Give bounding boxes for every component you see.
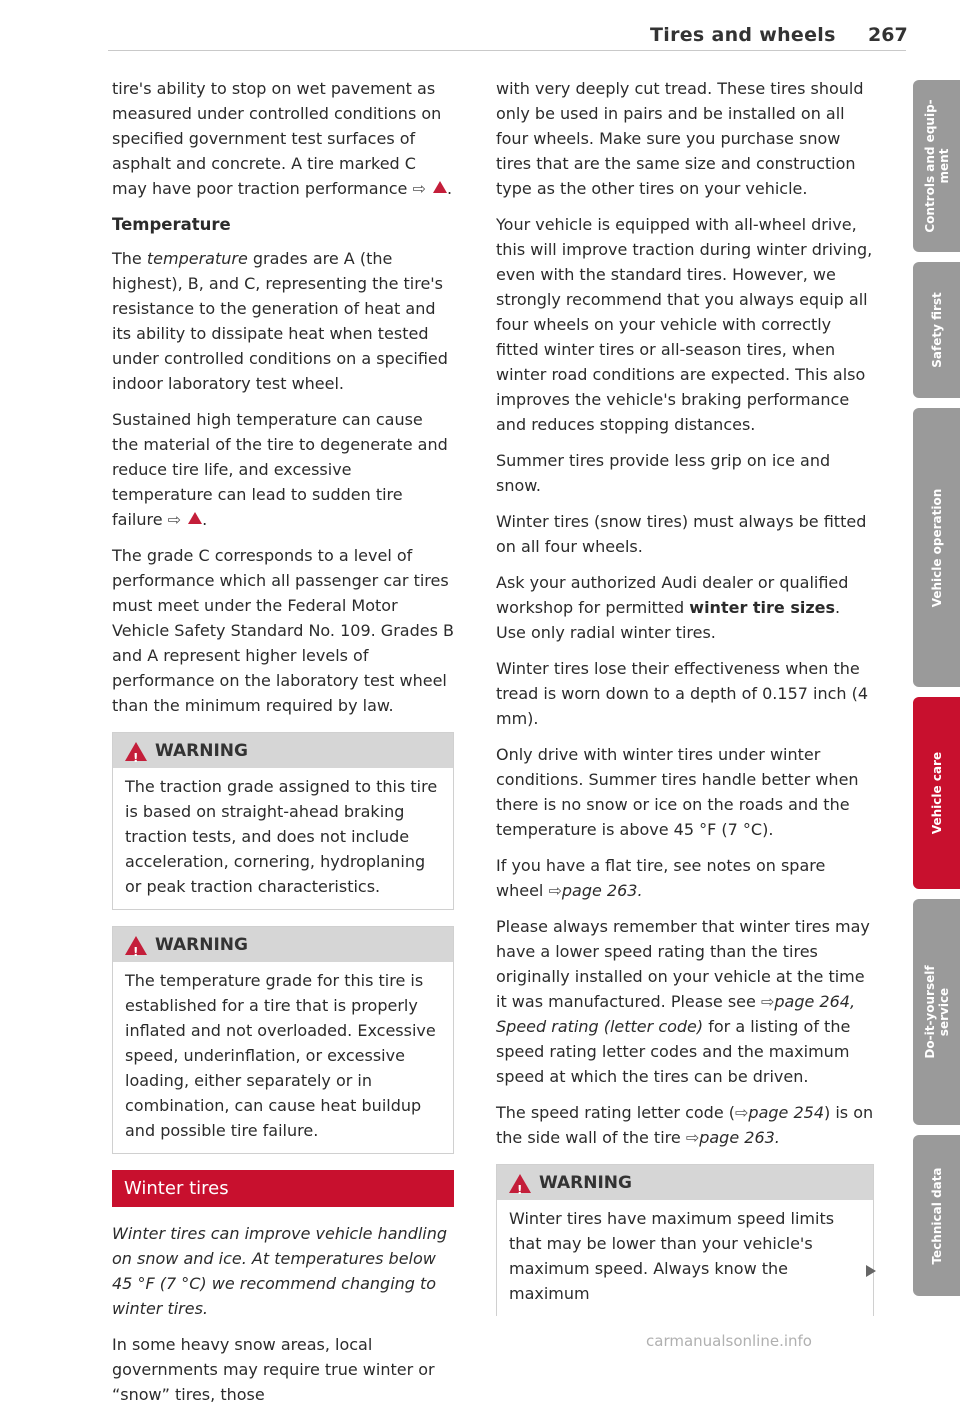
paragraph: In some heavy snow areas, local governments may require true winter or “snow” tires, those: [112, 1335, 435, 1404]
paragraph: Please always remember that winter tires may have a lower speed rating than the tires originally installed on your vehicle at the time it was manufactured. Please see ⇨page 264, Speed rating (letter code) for a listing of the speed rating letter codes and the maximum speed at which the tires can be driven.: [496, 917, 870, 1086]
right-column: [496, 76, 874, 1332]
paragraph: The speed rating letter code (⇨page 254) is on the side wall of the tire ⇨page 263.: [496, 1103, 874, 1147]
side-tab-vehicle-operation[interactable]: Vehicle operation: [913, 408, 960, 687]
side-tab-vehicle-care[interactable]: Vehicle care: [913, 697, 960, 889]
running-header-title: Tires and wheels: [650, 24, 836, 46]
side-tab-controls[interactable]: Controls and equip- ment: [913, 80, 960, 252]
left-column: [112, 76, 454, 1418]
warning-icon: [433, 181, 447, 193]
watermark: carmanualsonline.info: [646, 1332, 812, 1350]
warning-text: The traction grade assigned to this tire is based on straight-ahead braking traction tests, and does not include acceleration, cornering, hydroplaning or peak traction characteristics.: [125, 777, 438, 896]
warning-icon: [188, 512, 202, 524]
page-reference-link[interactable]: page 264, Speed rating (letter code): [496, 992, 856, 1036]
section-heading-winter-tires: Winter tires: [112, 1170, 454, 1207]
paragraph: The temperature grades are A (the highest), B, and C, representing the tire's resistance to the generation of heat and its ability to dissipate heat when tested under controlled conditions on a specified indoor laboratory test wheel.: [112, 249, 448, 393]
page-reference-link[interactable]: page 263.: [699, 1128, 780, 1147]
section-intro: Winter tires can improve vehicle handling on snow and ice. At temperatures below 45 °F (7 °C) we recommend changing to winter tires.: [112, 1224, 448, 1318]
paragraph: If you have a flat tire, see notes on spare wheel ⇨page 263.: [496, 856, 826, 900]
side-tab-technical-data[interactable]: Technical data: [913, 1135, 960, 1296]
page-reference-link[interactable]: page 263.: [561, 881, 643, 900]
paragraph: Only drive with winter tires under winter conditions. Summer tires handle better when there is no snow or ice on the roads and the temperature is above 45 °F (7 °C).: [496, 745, 859, 839]
header-divider: [108, 50, 906, 51]
warning-box: [496, 1164, 874, 1316]
page-number: 267: [868, 24, 908, 46]
warning-text: The temperature grade for this tire is established for a tire that is properly inflated and not overloaded. Excessive speed, underinflation, or excessive loading, either separately or in combination, can cause heat buildup and possible tire failure.: [125, 971, 436, 1140]
paragraph: Winter tires lose their effectiveness when the tread is worn down to a depth of 0.157 inch (4 mm).: [496, 659, 869, 728]
paragraph: Winter tires (snow tires) must always be fitted on all four wheels.: [496, 512, 867, 556]
warning-title: WARNING: [155, 935, 248, 955]
warning-box: [112, 732, 454, 910]
page-reference-link[interactable]: page 254: [748, 1103, 825, 1122]
paragraph: Sustained high temperature can cause the material of the tire to degenerate and reduce tire life, and excessive temperature can lead to sudden tire failure ⇨ .: [112, 410, 448, 529]
warning-title: WARNING: [155, 741, 248, 761]
side-tab-safety[interactable]: Safety first: [913, 262, 960, 398]
paragraph: Your vehicle is equipped with all-wheel drive, this will improve traction during winter driving, even with the standard tires. However, we strongly recommend that you always equip all four wheels on your vehicle with correctly fitted winter tires or all-season tires, when winter road conditions are expected. This also improves the vehicle's braking performance and reduces stopping distances.: [496, 215, 873, 434]
warning-triangle-icon: [125, 742, 147, 761]
warning-title: WARNING: [539, 1173, 632, 1193]
warning-box: [112, 926, 454, 1154]
temperature-heading: Temperature: [112, 215, 231, 234]
paragraph: Summer tires provide less grip on ice and snow.: [496, 451, 831, 495]
warning-triangle-icon: [125, 936, 147, 955]
paragraph: The grade C corresponds to a level of performance which all passenger car tires must meet under the Federal Motor Vehicle Safety Standard No. 109. Grades B and A represent higher levels of performance on the laboratory test wheel than the minimum required by law.: [112, 546, 454, 715]
warning-text: Winter tires have maximum speed limits that may be lower than your vehicle's maximum speed. Always know the maximum: [509, 1209, 835, 1303]
paragraph: tire's ability to stop on wet pavement as measured under controlled conditions on specified government test surfaces of asphalt and concrete. A tire marked C may have poor traction performance ⇨ .: [112, 79, 453, 198]
paragraph: Ask your authorized Audi dealer or qualified workshop for permitted winter tire sizes. Use only radial winter tires.: [496, 573, 849, 642]
continued-arrow-icon: [866, 1265, 876, 1277]
side-tab-do-it-yourself[interactable]: Do-it-yourself service: [913, 899, 960, 1125]
warning-triangle-icon: [509, 1174, 531, 1193]
paragraph: with very deeply cut tread. These tires should only be used in pairs and be installed on all four wheels. Make sure you purchase snow tires that are the same size and construction type as the other tires on your vehicle.: [496, 79, 864, 198]
